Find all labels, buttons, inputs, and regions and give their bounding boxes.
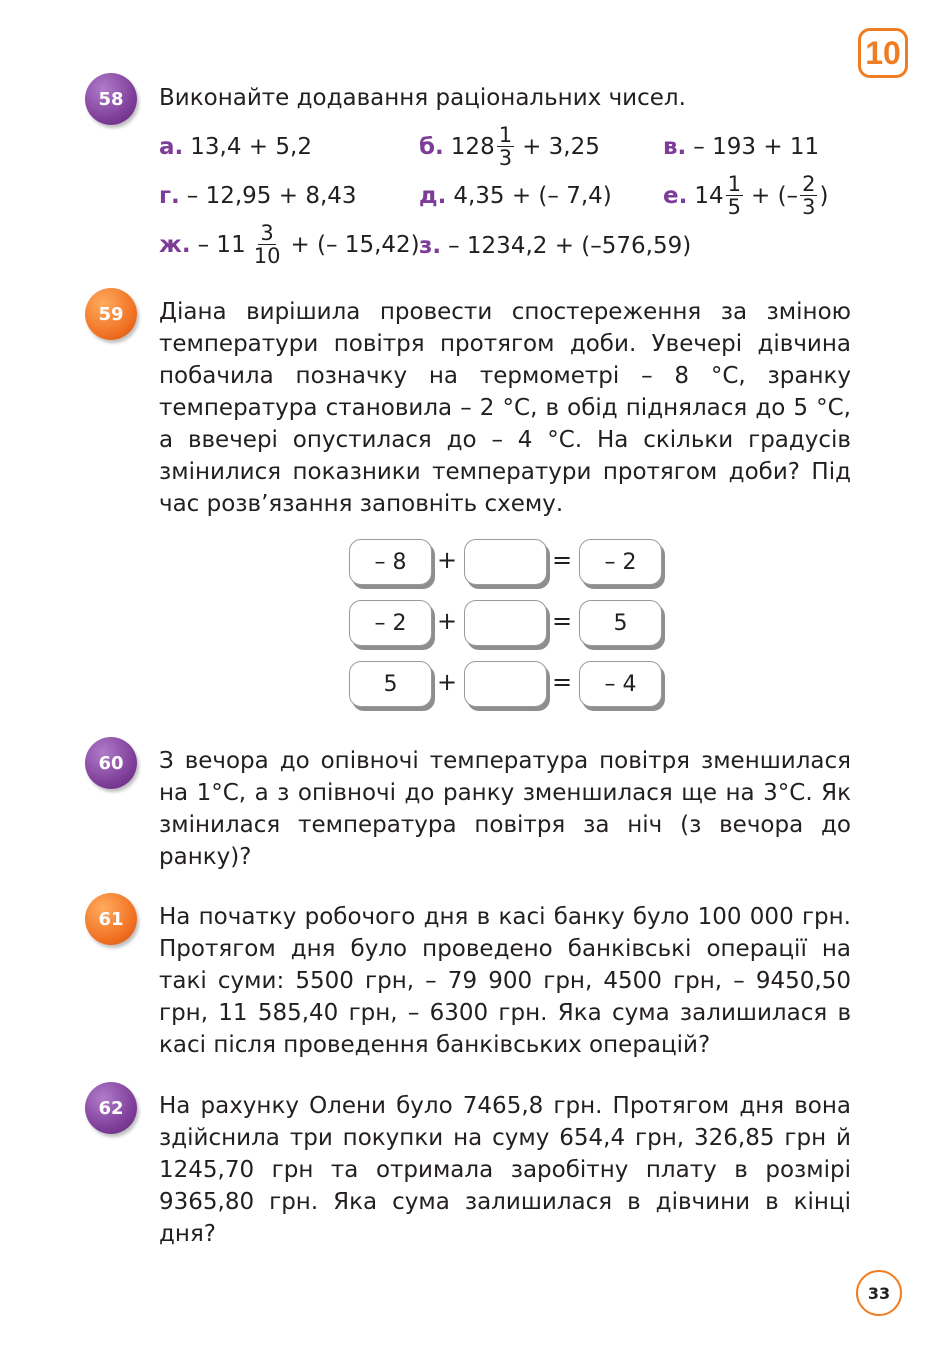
fraction-2 — [800, 173, 817, 218]
denominator: 3 — [498, 146, 513, 170]
plus-sign: + — [437, 546, 458, 574]
task-62-badge: 62 — [85, 1082, 137, 1134]
whole-part: 14 — [694, 182, 724, 209]
task-58-item-e — [663, 173, 828, 218]
denominator: 5 — [727, 195, 741, 219]
denominator: 10 — [253, 244, 281, 268]
fraction — [726, 173, 743, 218]
expression: 13,4 + 5,2 — [190, 134, 312, 160]
item-label: е. — [663, 182, 688, 209]
expression-rest: + (– 15,42) — [290, 231, 420, 258]
chapter-number-badge: 10 — [858, 28, 908, 78]
task-60-badge: 60 — [85, 737, 137, 789]
scheme-row-3-change-blank[interactable] — [464, 661, 547, 707]
task-58-item-d — [419, 181, 612, 211]
numerator: 1 — [727, 172, 741, 196]
scheme-row-3-start: 5 — [349, 661, 432, 707]
task-58-item-b — [419, 124, 600, 169]
numerator: 1 — [498, 123, 513, 147]
item-label: а. — [159, 134, 184, 160]
task-58-item-v — [663, 132, 819, 162]
scheme-row-1-change-blank[interactable] — [464, 539, 547, 585]
equals-sign: = — [552, 668, 573, 696]
scheme-row-2-change-blank[interactable] — [464, 600, 547, 646]
whole-part: – 11 — [197, 231, 246, 258]
item-label: в. — [663, 134, 687, 160]
denominator: 3 — [802, 195, 816, 219]
item-label: з. — [419, 233, 442, 259]
task-61-badge: 61 — [85, 893, 137, 945]
expression-end: ) — [819, 182, 829, 209]
scheme-row-2-end: 5 — [579, 600, 662, 646]
task-62-text: На рахунку Олени було 7465,8 грн. Протягом дня вона здійснила три покупки на суму 654,4 грн, 326,85 грн й 1245,70 грн та отримала заробітну плату в розмірі 9365,80 грн. Яка сума залишилася в дівчини в кінці дня? — [159, 1093, 851, 1247]
page-number: 33 — [856, 1270, 902, 1316]
equals-sign: = — [552, 546, 573, 574]
scheme-row-2-start: – 2 — [349, 600, 432, 646]
task-60-text: З вечора до опівночі температура повітря зменшилася на 1°С, а з опівночі до ранку зменшилася ще на 3°С. Як змінилася температура повітря за ніч (з вечора до ранку)? — [159, 748, 851, 870]
item-label: ж. — [159, 231, 191, 258]
task-58-intro: Виконайте додавання раціональних чисел. — [159, 85, 686, 111]
scheme-row-1-end: – 2 — [579, 539, 662, 585]
expression-mid: + (– — [751, 182, 799, 209]
task-61-text: На початку робочого дня в касі банку було 100 000 грн. Протягом дня було проведено банківські операції на такі суми: 5500 грн, – 79 900 грн, 4500 грн, – 9450,50 грн, 11 585,40 грн, – 6300 грн. Яка сума залишилася в касі після проведення банківських операцій? — [159, 904, 851, 1058]
task-58-item-g — [159, 181, 357, 211]
expression: 4,35 + (– 7,4) — [453, 183, 612, 209]
plus-sign: + — [437, 607, 458, 635]
expression-rest: + 3,25 — [522, 133, 600, 160]
item-label: д. — [419, 183, 447, 209]
numerator: 2 — [802, 172, 816, 196]
fraction — [252, 222, 283, 267]
task-59-text: Діана вирішила провести спостереження за зміною температури повітря протягом доби. Увечері дівчина побачила позначку на термометрі – 8 °С, зранку температура становила – 2 °С, в обід піднялася до 5 °С, а ввечері опустилася до – 4 °С. На скільки градусів змінилися показники температури протягом доби? Під час розв’язання заповніть схему. — [159, 299, 851, 517]
expression: – 12,95 + 8,43 — [186, 183, 357, 209]
numerator: 3 — [260, 221, 274, 245]
expression: – 1234,2 + (–576,59) — [448, 233, 692, 259]
scheme-row-1-start: – 8 — [349, 539, 432, 585]
equals-sign: = — [552, 607, 573, 635]
item-label: б. — [419, 133, 444, 160]
task-59-badge: 59 — [85, 288, 137, 340]
plus-sign: + — [437, 668, 458, 696]
scheme-row-3-end: – 4 — [579, 661, 662, 707]
task-58-item-zh — [159, 222, 420, 267]
fraction — [497, 124, 514, 169]
item-label: г. — [159, 183, 180, 209]
task-58-item-z — [419, 231, 691, 261]
task-58-item-a — [159, 132, 312, 162]
task-58-badge: 58 — [85, 73, 137, 125]
whole-part: 128 — [450, 133, 495, 160]
expression: – 193 + 11 — [693, 134, 820, 160]
